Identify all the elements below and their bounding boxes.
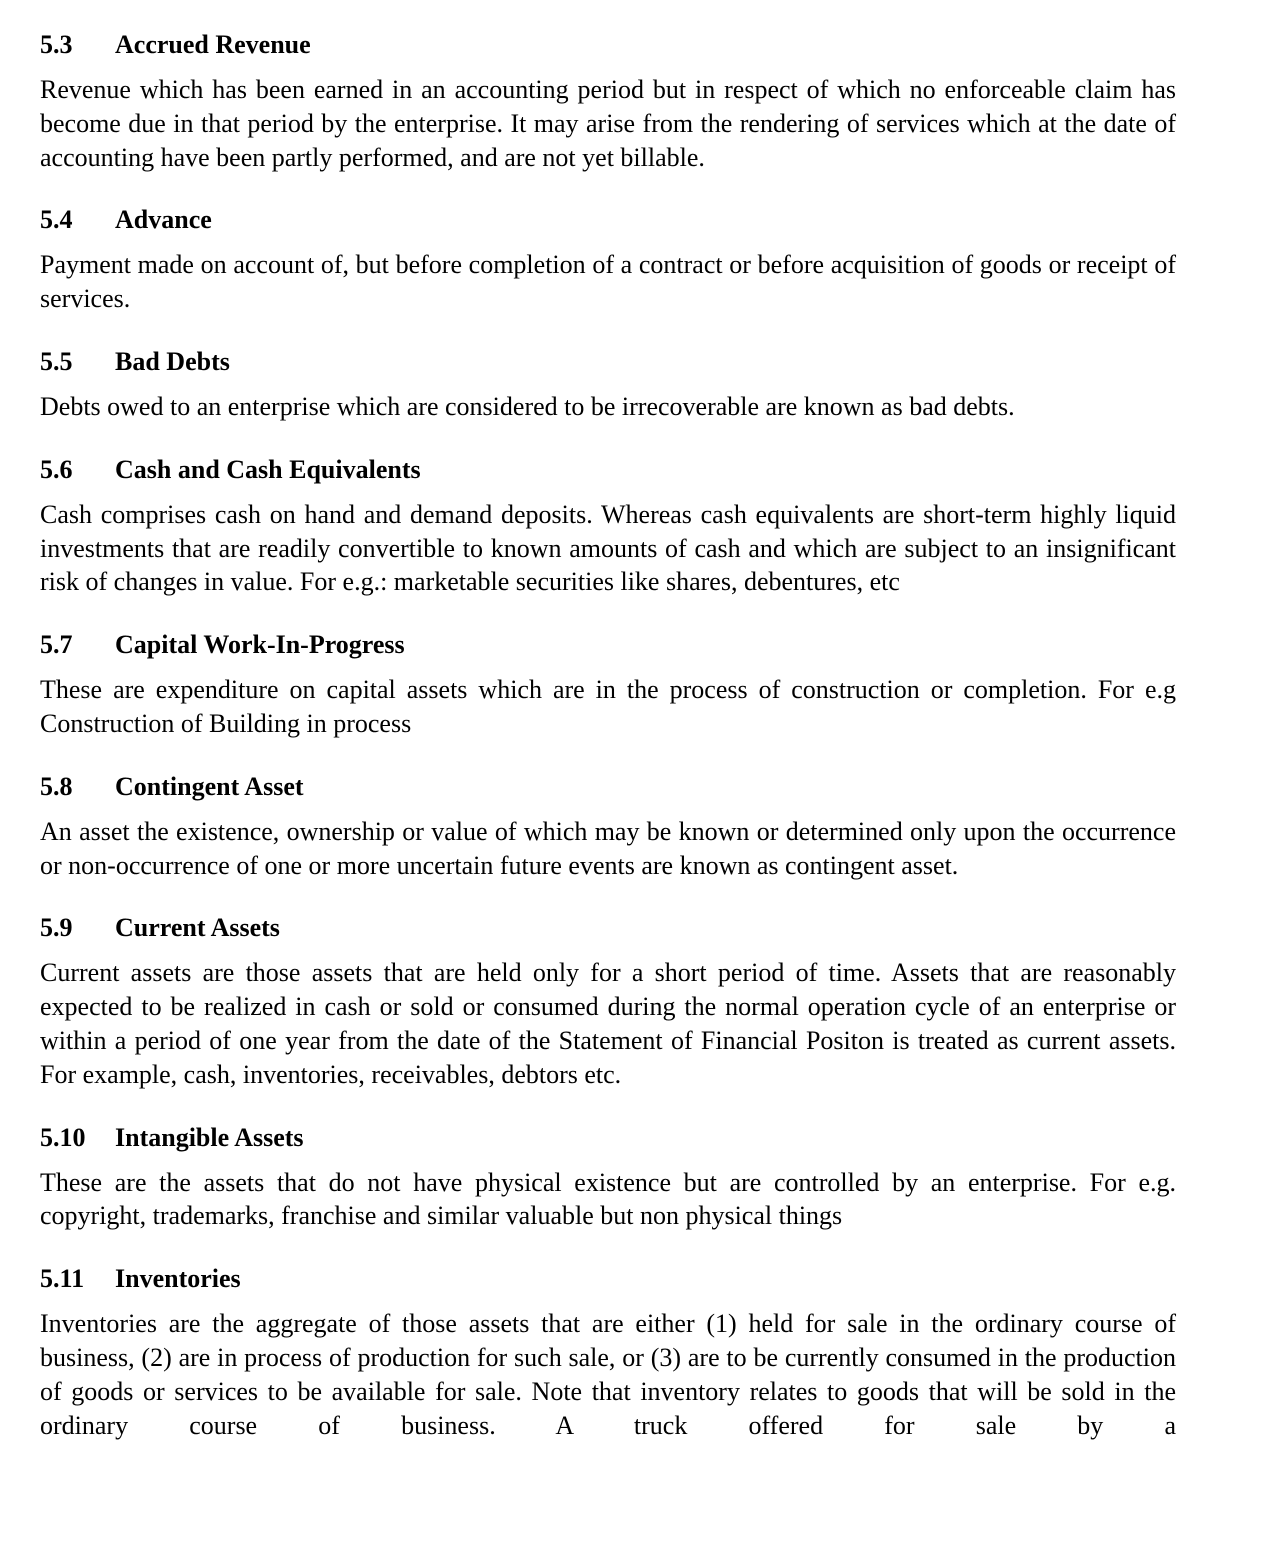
- section-inventories: [40, 1264, 1176, 1442]
- section-text: Inventories are the aggregate of those assets that are either (1) held for sale in the ordinary course of business, (2) are in process of production for such sale, or (3) are to be currently consumed in the production of goods or services to be available for sale. Note that inventory relates to goods that will be sold in the ordinary course of business. A truck offered for sale by a: [40, 1309, 1176, 1440]
- section-title: Inventories: [115, 1264, 241, 1294]
- section-heading: [40, 630, 1176, 660]
- section-heading: [40, 913, 1176, 943]
- section-text: These are the assets that do not have physical existence but are controlled by an enterprise. For e.g. copyright, trademarks, franchise and similar valuable but non physical things: [40, 1167, 1176, 1231]
- section-heading: [40, 1123, 1176, 1153]
- section-title: Intangible Assets: [115, 1122, 304, 1152]
- section-title: Contingent Asset: [115, 771, 304, 801]
- section-title: Current Assets: [115, 913, 280, 943]
- section-advance: [40, 205, 1176, 316]
- section-text: Payment made on account of, but before completion of a contract or before acquisition of goods or receipt of services.: [40, 250, 1176, 314]
- section-number: 5.6: [40, 454, 73, 484]
- section-text: Cash comprises cash on hand and demand deposits. Whereas cash equivalents are short-term highly liquid investments that are readily convertible to known amounts of cash and which are subject to an insignificant risk of changes in value. For e.g.: marketable securities like shares, debentures, etc: [40, 499, 1176, 597]
- section-text: An asset the existence, ownership or value of which may be known or determined only upon the occurrence or non-occurrence of one or more uncertain future events are known as contingent asset.: [40, 816, 1176, 880]
- section-text: These are expenditure on capital assets which are in the process of construction or completion. For e.g Construction of Building in process: [40, 675, 1176, 738]
- section-current-assets: [40, 913, 1176, 1091]
- section-number: 5.10: [40, 1122, 86, 1152]
- section-heading: [40, 30, 1176, 60]
- section-number: 5.5: [40, 346, 73, 376]
- section-number: 5.9: [40, 913, 73, 943]
- section-title: Advance: [115, 205, 212, 235]
- section-title: Capital Work-In-Progress: [115, 630, 405, 660]
- document-page: [40, 30, 1176, 1473]
- section-number: 5.8: [40, 771, 73, 801]
- section-number: 5.3: [40, 30, 73, 59]
- section-capital-wip: [40, 630, 1176, 741]
- section-number: 5.11: [40, 1264, 85, 1294]
- section-title: Accrued Revenue: [115, 30, 311, 59]
- section-heading: [40, 455, 1176, 485]
- section-heading: [40, 205, 1176, 235]
- section-accrued-revenue: [40, 30, 1176, 174]
- section-number: 5.4: [40, 205, 73, 235]
- section-heading: [40, 1264, 1176, 1294]
- section-number: 5.7: [40, 630, 73, 660]
- section-title: Bad Debts: [115, 346, 230, 376]
- section-text: Current assets are those assets that are held only for a short period of time. Assets that are reasonably expected to be realized in cash or sold or consumed during the normal operation cycle of an enterprise or within a period of one year from the date of the Statement of Financial Positon is treated as current assets. For example, cash, inventories, receivables, debtors etc.: [40, 958, 1176, 1089]
- section-intangible-assets: [40, 1123, 1176, 1234]
- section-title: Cash and Cash Equivalents: [115, 454, 421, 484]
- section-bad-debts: [40, 347, 1176, 424]
- section-heading: [40, 347, 1176, 377]
- section-contingent-asset: [40, 772, 1176, 883]
- section-cash-equivalents: [40, 455, 1176, 599]
- section-text: Revenue which has been earned in an accounting period but in respect of which no enforceable claim has become due in that period by the enterprise. It may arise from the rendering of services which at the date of accounting have been partly performed, and are not yet billable.: [40, 75, 1176, 172]
- section-text: Debts owed to an enterprise which are considered to be irrecoverable are known as bad debts.: [40, 391, 1015, 421]
- section-heading: [40, 772, 1176, 802]
